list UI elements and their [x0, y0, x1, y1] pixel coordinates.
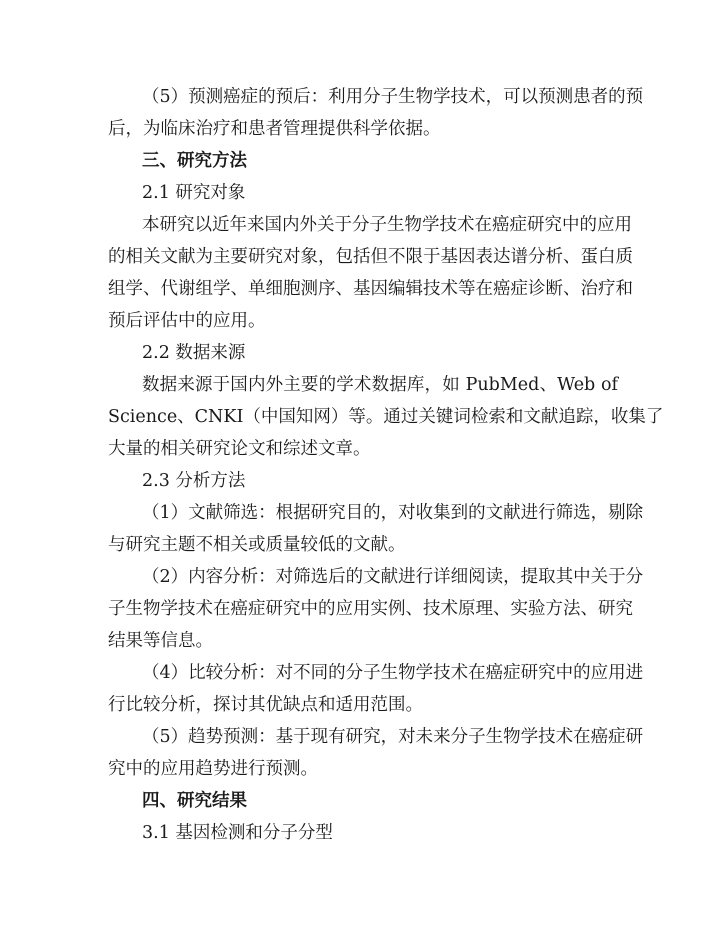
paragraph-line: 与研究主题不相关或质量较低的文献。 — [108, 535, 406, 555]
paragraph-line: （4）比较分析：对不同的分子生物学技术在癌症研究中的应用进 — [142, 663, 644, 683]
section-heading-4: 四、研究结果 — [142, 791, 247, 811]
subsection-heading-2-2: 2.2 数据来源 — [142, 343, 246, 363]
section-heading-3: 三、研究方法 — [142, 151, 247, 171]
subsection-heading-2-1: 2.1 研究对象 — [142, 183, 246, 203]
paragraph-line: 的相关文献为主要研究对象，包括但不限于基因表达谱分析、蛋白质 — [108, 247, 633, 267]
paragraph-line: 子生物学技术在癌症研究中的应用实例、技术原理、实验方法、研究 — [108, 599, 633, 619]
paragraph-line: 数据来源于国内外主要的学术数据库，如 PubMed、Web of — [142, 375, 618, 395]
paragraph-line: 结果等信息。 — [108, 631, 213, 651]
paragraph-line: （2）内容分析：对筛选后的文献进行详细阅读，提取其中关于分 — [142, 567, 644, 587]
paragraph-line: 预后评估中的应用。 — [108, 311, 266, 331]
paragraph-line: 本研究以近年来国内外关于分子生物学技术在癌症研究中的应用 — [142, 215, 632, 235]
paragraph-line: 组学、代谢组学、单细胞测序、基因编辑技术等在癌症诊断、治疗和 — [108, 279, 633, 299]
paragraph-line: （1）文献筛选：根据研究目的，对收集到的文献进行筛选，剔除 — [142, 503, 644, 523]
paragraph-line: 行比较分析，探讨其优缺点和适用范围。 — [108, 695, 423, 715]
subsection-heading-2-3: 2.3 分析方法 — [142, 471, 246, 491]
paragraph-line: （5）趋势预测：基于现有研究，对未来分子生物学技术在癌症研 — [142, 727, 644, 747]
paragraph-line: Science、CNKI（中国知网）等。通过关键词检索和文献追踪，收集了 — [108, 407, 664, 427]
paragraph-line: 究中的应用趋势进行预测。 — [108, 759, 318, 779]
paragraph-line: 后，为临床治疗和患者管理提供科学依据。 — [108, 119, 441, 139]
paragraph-line: （5）预测癌症的预后：利用分子生物学技术，可以预测患者的预 — [142, 87, 644, 107]
subsection-heading-3-1: 3.1 基因检测和分子分型 — [142, 823, 333, 843]
paragraph-line: 大量的相关研究论文和综述文章。 — [108, 439, 371, 459]
